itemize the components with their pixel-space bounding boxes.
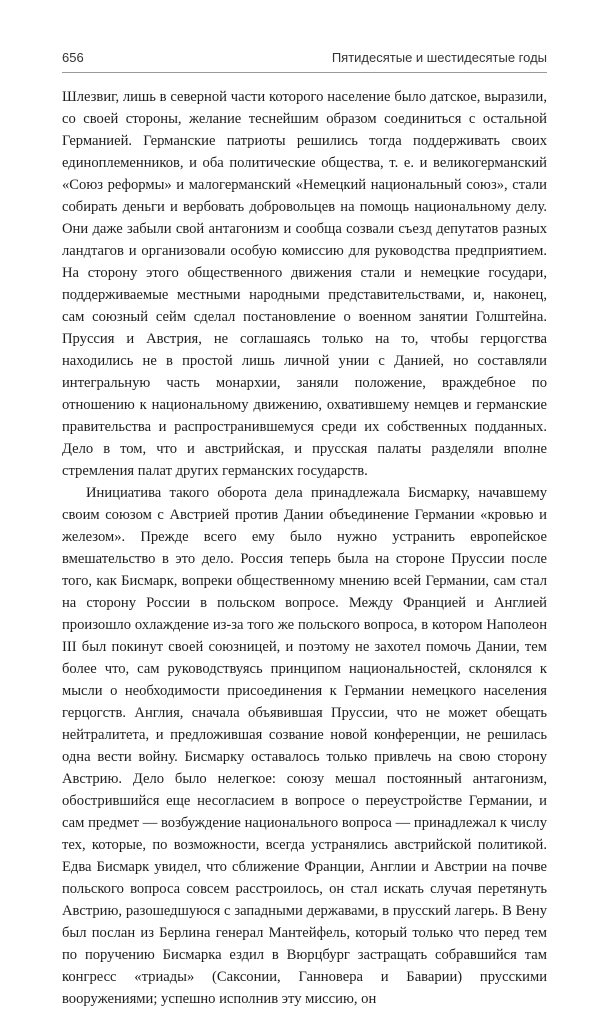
page-number: 656 <box>62 50 84 65</box>
body-text <box>62 86 547 1010</box>
book-page <box>62 50 547 1010</box>
paragraph-bismarck-initiative: Инициатива такого оборота дела принадлежала Бисмарку, начавшему своим союзом с Австрией против Дании объединение Германии «кровью и железом». Прежде всего ему было нужно устранить европейское вмешательство в это дело. Россия теперь была на стороне Пруссии после того, как Бисмарк, вопреки общественному мнению всей Германии, сам стал на сторону России в польском вопросе. Между Францией и Англией произошло охлаждение из-за того же польского вопроса, в котором Наполеон III был покинут своей союзницей, и поэтому не захотел помочь Дании, тем более что, сам руководствуясь принципом национальностей, склонялся к мысли о необходимости присоединения к Германии немецкого населения герцогств. Англия, сначала объявившая Пруссии, что не может обещать нейтралитета, и предложившая созвание новой конференции, не решилась одна вести войну. Бисмарку оставалось только привлечь на свою сторону Австрию. Дело было нелегкое: союзу мешал постоянный антагонизм, обострившийся еще несогласием в вопросе о переустройстве Германии, и сам предмет — возбуждение национального вопроса — принадлежал к числу тех, которые, по возможности, всегда устранялись австрийской политикой. Едва Бисмарк увидел, что сближение Франции, Англии и Австрии на почве польского вопроса совсем расстроилось, он стал искать случая перетянуть Австрию, разошедшуюся с западными державами, в прусский лагерь. В Вену был послан из Берлина генерал Мантейфель, который только что перед тем по поручению Бисмарка ездил в Вюрцбург застращать собравшийся там конгресс «триады» (Саксонии, Ганновера и Баварии) прусскими вооружениями; успешно исполнив эту миссию, он <box>62 485 547 1007</box>
header-rule <box>62 72 547 73</box>
paragraph-continued: Шлезвиг, лишь в северной части которого население было датское, выразили, со своей стороны, желание теснейшим образом соединиться с остальной Германией. Германские патриоты решились тогда поддерживать своих единоплеменников, и оба политические общества, т. е. и великогерманский «Союз реформы» и малогерманский «Немецкий национальный союз», стали собирать деньги и вербовать добровольцев на помощь национальному делу. Они даже забыли свой антагонизм и сообща созвали съезд депутатов разных ландтагов и организовали особую комиссию для руководства предприятием. На сторону этого общественного движения стали и немецкие государи, поддерживаемые местными народными представительствами, и, наконец, сам союзный сейм сделал постановление о военном занятии Голштейна. Пруссия и Австрия, не соглашаясь только на то, чтобы герцогства находились не в простой лишь личной унии с Данией, но составляли интегральную часть монархии, заняли положение, враждебное по отношению к национальному движению, охватившему немцев и германские правительства и распространившемуся среди их собственных подданных. Дело в том, что и австрийская, и прусская палаты разделяли вполне стремления палат других германских государств. <box>62 89 547 479</box>
running-title: Пятидесятые и шестидесятые годы <box>331 50 547 65</box>
running-header <box>62 50 547 72</box>
